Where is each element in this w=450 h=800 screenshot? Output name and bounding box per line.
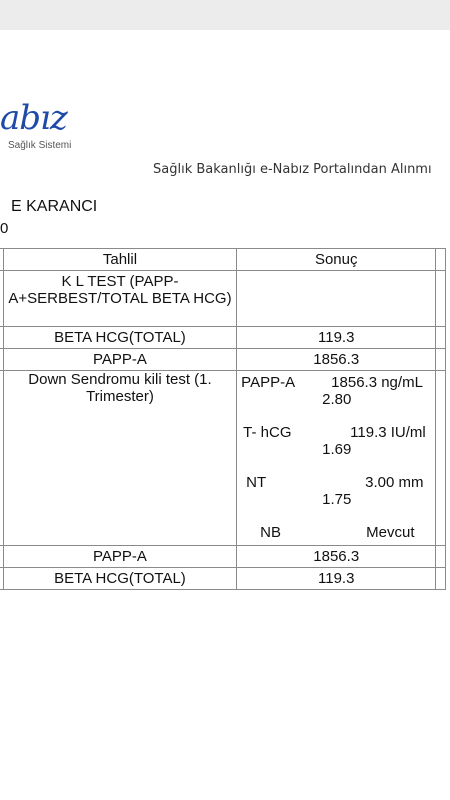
header-result: Sonuç [237,249,436,271]
table-row [0,349,446,371]
test-name: BETA HCG(TOTAL) [3,568,236,590]
test-name: BETA HCG(TOTAL) [3,327,236,349]
test-name: PAPP-A [3,546,236,568]
table-row [0,327,446,349]
test-name: K L TEST (PAPP-A+SERBEST/TOTAL BETA HCG) [3,271,236,327]
enabiz-logo [0,100,90,160]
test-result: 119.3 [237,327,436,349]
t-hcg-label: T- hCG [243,424,292,441]
table-header-row [0,249,446,271]
logo-subtitle: Sağlık Sistemi [8,140,72,151]
patient-info-line: 0 [0,220,9,237]
t-hcg-mom: 1.69 [322,441,352,458]
papp-a-value: 1856.3 ng/mL [331,374,423,391]
table-row [0,546,446,568]
test-result: 1856.3 [237,349,436,371]
test-result: 119.3 [237,568,436,590]
nt-mom: 1.75 [322,491,352,508]
test-name: Down Sendromu kili test (1. Trimester) [3,371,236,546]
nt-value: 3.00 mm [365,474,424,491]
table-row-down-syndrome [0,371,446,546]
header-test: Tahlil [3,249,236,271]
papp-a-label: PAPP-A [241,374,296,391]
test-result: 1856.3 [237,546,436,568]
down-syndrome-results [237,371,436,546]
test-name: PAPP-A [3,349,236,371]
lab-results-table [0,248,446,590]
table-row [0,568,446,590]
nt-label: NT [246,474,267,491]
t-hcg-value: 119.3 IU/ml [350,424,426,441]
table-row [0,271,446,327]
nb-value: Mevcut [366,524,415,541]
patient-name: E KARANCI [11,198,98,215]
portal-source-note: Sağlık Bakanlığı e-Nabız Portalından Alınmı [153,162,432,177]
viewer-top-bar [0,0,450,30]
papp-a-mom: 2.80 [322,391,352,408]
test-result [237,271,436,327]
nb-label: NB [260,524,282,541]
logo-wordmark: abız [0,98,67,138]
